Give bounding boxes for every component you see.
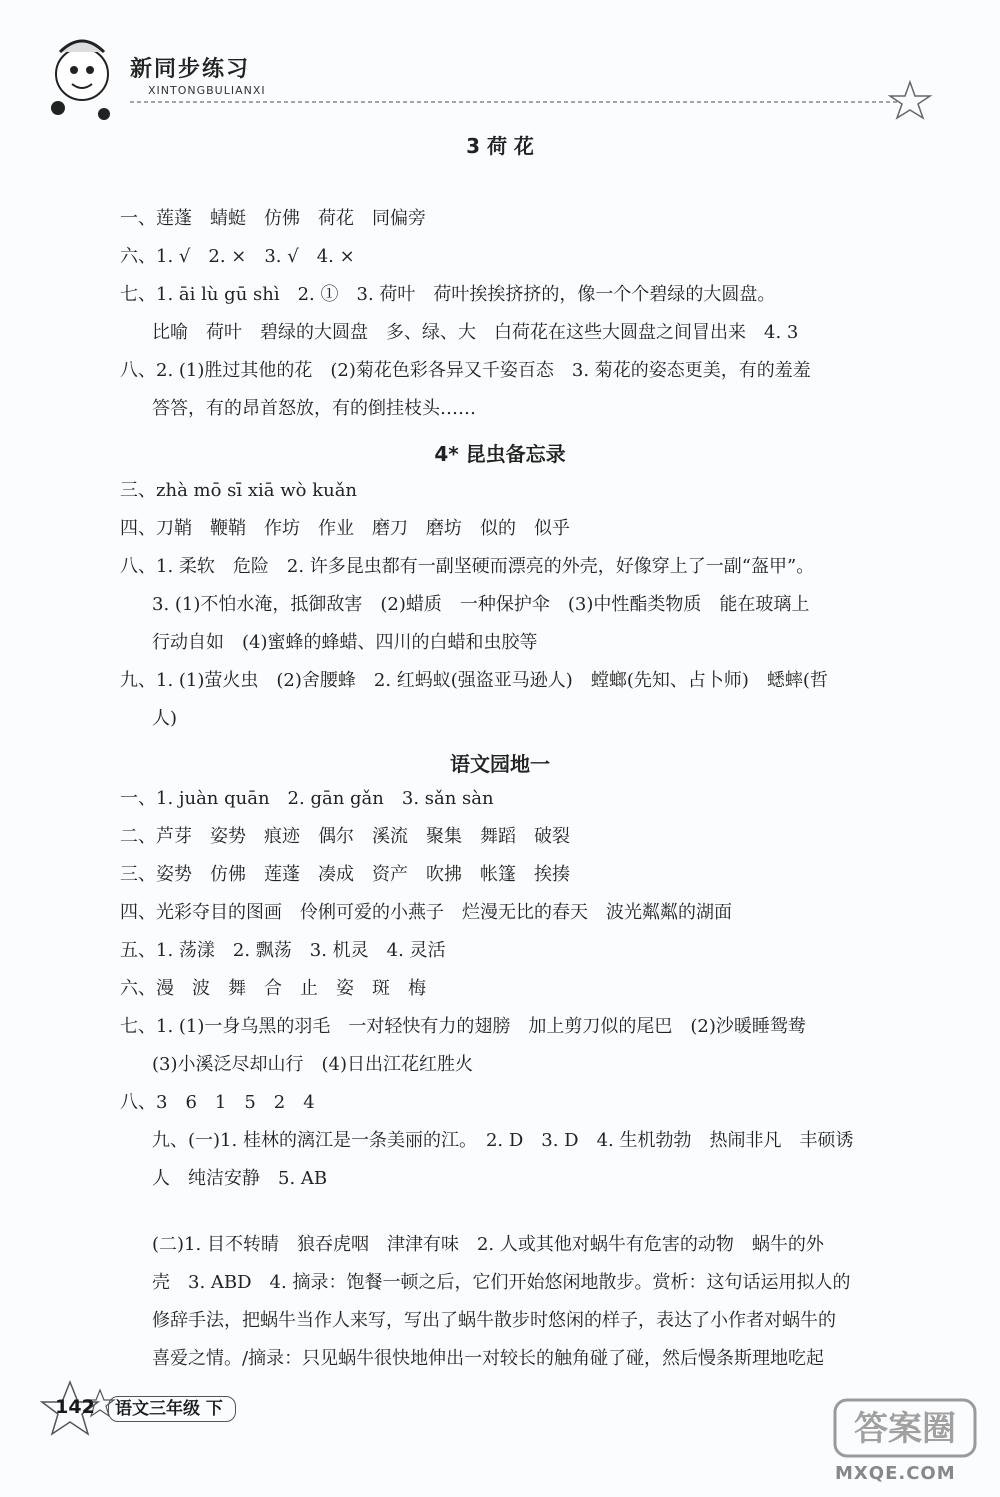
- answer-line: 五、1. 荡漾 2. 飘荡 3. 机灵 4. 灵活: [120, 940, 446, 961]
- answer-line: 七、1. (1)一身乌黑的羽毛 一对轻快有力的翅膀 加上剪刀似的尾巴 (2)沙暖睡鸳鸯: [120, 1016, 806, 1037]
- answer-line: 答答，有的昂首怒放，有的倒挂枝头……: [152, 398, 476, 419]
- answer-line: 一、1. juàn quān 2. gān gǎn 3. sǎn sàn: [120, 788, 494, 809]
- answer-line: 壳 3. ABD 4. 摘录：饱餐一顿之后，它们开始悠闲地散步。赏析：这句话运用拟人的: [152, 1272, 851, 1293]
- answer-line: 三、zhà mō sī xiā wò kuǎn: [120, 480, 358, 501]
- answer-line: 八、1. 柔软 危险 2. 许多昆虫都有一副坚硬而漂亮的外壳，好像穿上了一副“盔甲”。: [120, 556, 815, 577]
- answer-line: 3. (1)不怕水淹，抵御敌害 (2)蜡质 一种保护伞 (3)中性酯类物质 能在玻璃上: [152, 594, 810, 615]
- brand-pinyin: XINTONGBULIANXI: [148, 84, 266, 97]
- watermark-url: MXQE.COM: [835, 1463, 956, 1484]
- page-header: [40, 22, 960, 122]
- answer-line: 八、3 6 1 5 2 4: [120, 1092, 315, 1113]
- answer-line: 六、漫 波 舞 合 止 姿 斑 梅: [120, 978, 426, 999]
- svg-text:答案圈: 答案圈: [854, 1409, 956, 1449]
- grade-label: 语文三年级 下: [108, 1396, 236, 1422]
- answer-line: 二、芦芽 姿势 痕迹 偶尔 溪流 聚集 舞蹈 破裂: [120, 826, 570, 847]
- answer-line: (3)小溪泛尽却山行 (4)日出江花红胜火: [152, 1054, 473, 1075]
- answer-line: 行动自如 (4)蜜蜂的蜂蜡、四川的白蜡和虫胶等: [152, 632, 538, 653]
- answer-line: 喜爱之情。/摘录：只见蜗牛很快地伸出一对较长的触角碰了碰，然后慢条斯理地吃起: [152, 1348, 825, 1369]
- answer-line: 四、光彩夺目的图画 伶俐可爱的小燕子 烂漫无比的春天 波光粼粼的湖面: [120, 902, 732, 923]
- answer-line: 四、刀鞘 鞭鞘 作坊 作业 磨刀 磨坊 似的 似乎: [120, 518, 570, 539]
- brand-title: 新同步练习: [130, 57, 251, 82]
- answer-line: 三、姿势 仿佛 莲蓬 凑成 资产 吹拂 帐篷 挨揍: [120, 864, 570, 885]
- answer-line: 人): [152, 708, 178, 729]
- answer-line: 八、2. (1)胜过其他的花 (2)菊花色彩各异又千姿百态 3. 菊花的姿态更美，有的羞羞: [120, 360, 811, 381]
- section-title-yuwenyuandi: 语文园地一: [450, 752, 550, 776]
- answer-line: 七、1. āi lù gū shì 2. ① 3. 荷叶 荷叶挨挨挤挤的，像一个个碧绿的大圆盘。: [120, 284, 776, 305]
- answer-line: 六、1. √ 2. × 3. √ 4. ×: [120, 246, 355, 267]
- answer-line: 修辞手法，把蜗牛当作人来写，写出了蜗牛散步时悠闲的样子，表达了小作者对蜗牛的: [152, 1310, 836, 1331]
- answer-line: 比喻 荷叶 碧绿的大圆盘 多、绿、大 白荷花在这些大圆盘之间冒出来 4. 3: [152, 322, 799, 343]
- answer-line: 九、(一)1. 桂林的漓江是一条美丽的江。 2. D 3. D 4. 生机勃勃 热闹非凡 丰硕诱: [152, 1130, 854, 1151]
- answer-line: 九、1. (1)萤火虫 (2)舍腰蜂 2. 红蚂蚁(强盗亚马逊人) 螳螂(先知、占卜师) 蟋蟀(哲: [120, 670, 828, 691]
- answer-line: 一、莲蓬 蜻蜓 仿佛 荷花 同偏旁: [120, 208, 426, 229]
- section-title-hehua: 3 荷 花: [466, 134, 534, 158]
- answer-line: 人 纯洁安静 5. AB: [152, 1168, 328, 1189]
- section-title-kunchong: 4* 昆虫备忘录: [434, 442, 566, 466]
- answer-line: (二)1. 目不转睛 狼吞虎咽 津津有味 2. 人或其他对蜗牛有危害的动物 蜗牛的外: [152, 1234, 824, 1255]
- page-number: 142: [55, 1396, 95, 1418]
